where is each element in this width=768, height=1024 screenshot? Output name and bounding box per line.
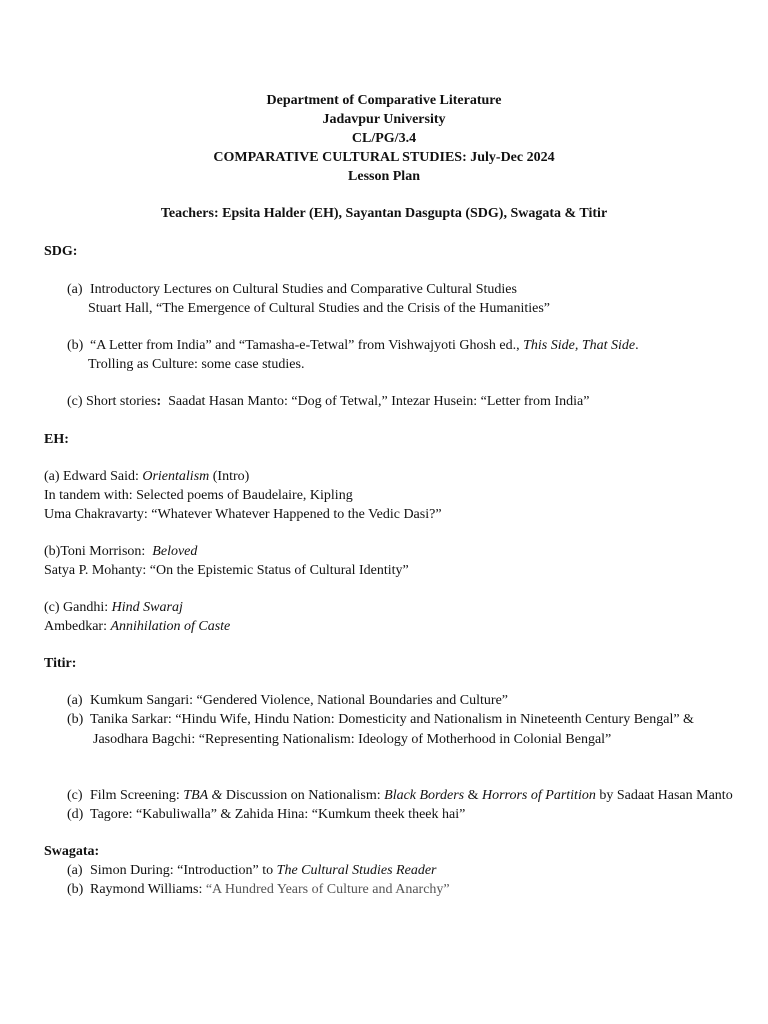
titir-item-c-title2: Horrors of Partition — [482, 788, 596, 803]
eh-item-a-line2: In tandem with: Selected poems of Baudelaire, Kipling — [44, 488, 353, 503]
eh-item-c2-author: Ambedkar: — [44, 619, 111, 634]
department-title: Department of Comparative Literature — [266, 93, 502, 108]
eh-item-c-line2 — [44, 618, 230, 636]
titir-item-c-mid: Discussion on Nationalism: — [222, 788, 385, 803]
eh-item-a-book-title: Orientalism — [142, 469, 210, 484]
titir-item-c-pre: Film Screening: — [90, 788, 184, 803]
swagata-item-b-pre: Raymond Williams: — [90, 882, 206, 897]
university-title: Jadavpur University — [322, 112, 446, 127]
sdg-item-b-line2: Trolling as Culture: some case studies. — [88, 357, 305, 372]
swagata-item-a-marker: (a) — [67, 863, 83, 878]
sdg-item-c — [67, 393, 589, 411]
titir-item-c-text — [90, 787, 733, 805]
titir-item-a-marker: (a) — [67, 693, 83, 708]
eh-item-b-book-title: Beloved — [152, 544, 198, 559]
sdg-item-a-marker: (a) — [67, 282, 83, 297]
swagata-item-b-marker: (b) — [67, 882, 84, 897]
titir-item-c-amp: & — [464, 788, 482, 803]
titir-item-b-line1: Tanika Sarkar: “Hindu Wife, Hindu Nation: Domesticity and Nationalism in Nineteenth Century Bengal” & — [90, 712, 694, 727]
titir-item-c-title1: Black Borders — [384, 788, 465, 803]
swagata-item-b-title: “A Hundred Years of Culture and Anarchy” — [205, 882, 450, 897]
eh-item-a-author: (a) Edward Said: — [44, 469, 143, 484]
titir-heading: Titir: — [44, 656, 77, 671]
document-title: Lesson Plan — [348, 169, 420, 184]
eh-item-a-note: (Intro) — [209, 469, 250, 484]
course-title: COMPARATIVE CULTURAL STUDIES: July-Dec 2024 — [213, 150, 555, 165]
sdg-heading: SDG: — [44, 244, 78, 259]
sdg-item-c-text: Saadat Hasan Manto: “Dog of Tetwal,” Intezar Husein: “Letter from India” — [168, 394, 590, 409]
titir-item-c-post: by Sadaat Hasan Manto — [595, 788, 733, 803]
swagata-heading: Swagata: — [44, 844, 100, 859]
titir-item-c-tba: TBA & — [183, 788, 223, 803]
titir-item-b-marker: (b) — [67, 712, 84, 727]
eh-item-c-author: (c) Gandhi: — [44, 600, 112, 615]
sdg-item-b-text: “A Letter from India” and “Tamasha-e-Tetwal” from Vishwajyoti Ghosh ed., — [90, 338, 524, 353]
sdg-item-a-line1: Introductory Lectures on Cultural Studies and Comparative Cultural Studies — [90, 282, 517, 297]
eh-item-a-line3: Uma Chakravarty: “Whatever Whatever Happened to the Vedic Dasi?” — [44, 507, 442, 522]
sdg-item-b-period: . — [635, 338, 639, 353]
eh-heading: EH: — [44, 432, 69, 447]
titir-item-c-marker: (c) — [67, 788, 83, 803]
sdg-item-b-line1 — [90, 337, 639, 355]
eh-item-b — [44, 543, 197, 561]
eh-item-c — [44, 599, 183, 617]
titir-item-d-marker: (d) — [67, 807, 84, 822]
eh-item-c2-book-title: Annihilation of Caste — [110, 619, 231, 634]
titir-item-a-text: Kumkum Sangari: “Gendered Violence, National Boundaries and Culture” — [90, 693, 509, 708]
sdg-item-c-colon: : — [156, 394, 162, 409]
swagata-item-a-pre: Simon During: “Introduction” to — [90, 863, 277, 878]
swagata-item-b-text — [90, 881, 450, 899]
eh-item-b-author: (b)Toni Morrison: — [44, 544, 153, 559]
titir-item-d-text: Tagore: “Kabuliwalla” & Zahida Hina: “Kumkum theek theek hai” — [90, 807, 466, 822]
titir-item-b-line2: Jasodhara Bagchi: “Representing Nationalism: Ideology of Motherhood in Colonial Bengal” — [93, 732, 612, 747]
sdg-item-b-marker: (b) — [67, 338, 84, 353]
teachers-line: Teachers: Epsita Halder (EH), Sayantan Dasgupta (SDG), Swagata & Titir — [160, 206, 608, 221]
eh-item-a — [44, 468, 249, 486]
eh-item-c-book-title: Hind Swaraj — [111, 600, 183, 615]
sdg-item-a-line2: Stuart Hall, “The Emergence of Cultural Studies and the Crisis of the Humanities” — [88, 301, 551, 316]
swagata-item-a-book-title: The Cultural Studies Reader — [276, 863, 437, 878]
swagata-item-a-text — [90, 862, 436, 880]
eh-item-b-line2: Satya P. Mohanty: “On the Epistemic Status of Cultural Identity” — [44, 563, 409, 578]
course-code: CL/PG/3.4 — [351, 131, 417, 146]
sdg-item-c-label: (c) Short stories — [67, 394, 157, 409]
sdg-item-b-book-title: This Side, That Side — [523, 338, 636, 353]
